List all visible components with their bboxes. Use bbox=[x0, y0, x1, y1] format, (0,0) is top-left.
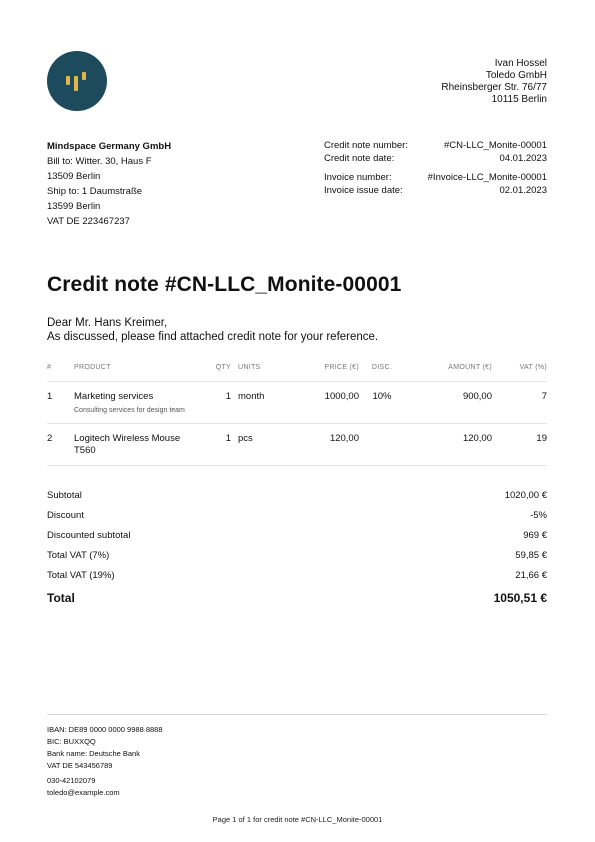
vat7-label: Total VAT (7%) bbox=[47, 550, 110, 561]
credit-note-number: #CN-LLC_Monite-00001 bbox=[444, 140, 547, 151]
invoice-number-label: Invoice number: bbox=[324, 172, 392, 183]
product-cell bbox=[74, 424, 194, 466]
company-logo bbox=[47, 51, 107, 111]
row-number: 1 bbox=[47, 382, 74, 424]
qty-cell: 1 bbox=[194, 424, 231, 466]
bank-name: Bank name: Deutsche Bank bbox=[47, 749, 140, 758]
table-row bbox=[47, 424, 547, 466]
vat-cell: 19 bbox=[492, 424, 547, 466]
discounted-subtotal-value: 969 € bbox=[523, 530, 547, 541]
ship-city: 13599 Berlin bbox=[47, 201, 101, 212]
discount-value: -5% bbox=[530, 510, 547, 521]
seller-address bbox=[441, 58, 547, 106]
buyer-name: Mindspace Germany GmbH bbox=[47, 141, 172, 152]
amount-cell: 120,00 bbox=[405, 424, 492, 466]
bill-city: 13509 Berlin bbox=[47, 171, 101, 182]
vat-cell: 7 bbox=[492, 382, 547, 424]
email: toledo@example.com bbox=[47, 788, 120, 797]
document-meta bbox=[324, 139, 547, 197]
contact-details bbox=[47, 775, 120, 799]
seller-name: Ivan Hossel bbox=[494, 58, 547, 69]
col-header-number: # bbox=[47, 364, 74, 382]
seller-street: Rheinsberger Str. 76/77 bbox=[441, 82, 547, 93]
units-cell: month bbox=[231, 382, 281, 424]
price-cell: 120,00 bbox=[281, 424, 359, 466]
totals-section bbox=[47, 490, 547, 611]
col-header-discount: DISC. bbox=[359, 364, 405, 382]
vat7-value: 59,85 € bbox=[515, 550, 547, 561]
bic: BIC: BUXXQQ bbox=[47, 737, 96, 746]
bank-details bbox=[47, 724, 163, 772]
col-header-price: PRICE (€) bbox=[281, 364, 359, 382]
iban: IBAN: DE89 0000 0000 9988 8888 bbox=[47, 725, 163, 734]
seller-company: Toledo GmbH bbox=[485, 70, 547, 81]
seller-city: 10115 Berlin bbox=[491, 94, 547, 105]
credit-note-date: 04.01.2023 bbox=[499, 153, 547, 164]
amount-cell: 900,00 bbox=[405, 382, 492, 424]
seller-vat: VAT DE 543456789 bbox=[47, 761, 113, 770]
col-header-product: PRODUCT bbox=[74, 364, 194, 382]
table-row bbox=[47, 382, 547, 424]
document-title: Credit note #CN-LLC_Monite-00001 bbox=[47, 273, 402, 296]
col-header-qty: QTY bbox=[194, 364, 231, 382]
phone: 030-42102079 bbox=[47, 776, 96, 785]
subtotal-label: Subtotal bbox=[47, 490, 82, 501]
subtotal-value: 1020,00 € bbox=[504, 490, 547, 501]
vat19-value: 21,66 € bbox=[515, 570, 547, 581]
col-header-units: UNITS bbox=[231, 364, 281, 382]
buyer-details bbox=[47, 139, 171, 229]
bill-to: Bill to: Witter. 30, Haus F bbox=[47, 156, 152, 167]
total-label: Total bbox=[47, 591, 75, 605]
product-name: Logitech Wireless Mouse T560 bbox=[74, 433, 181, 456]
row-number: 2 bbox=[47, 424, 74, 466]
line-items-table bbox=[47, 364, 547, 466]
vat19-label: Total VAT (19%) bbox=[47, 570, 115, 581]
discount-cell bbox=[359, 424, 405, 466]
credit-note-number-label: Credit note number: bbox=[324, 140, 408, 151]
greeting-line-1: Dear Mr. Hans Kreimer, bbox=[47, 317, 168, 329]
table-header-row bbox=[47, 364, 547, 382]
buyer-vat: VAT DE 223467237 bbox=[47, 216, 130, 227]
greeting-line-2: As discussed, please find attached credit note for your reference. bbox=[47, 331, 379, 343]
greeting bbox=[47, 316, 378, 344]
page-number: Page 1 of 1 for credit note #CN-LLC_Monite-00001 bbox=[212, 815, 383, 824]
discounted-subtotal-label: Discounted subtotal bbox=[47, 530, 131, 541]
units-cell: pcs bbox=[231, 424, 281, 466]
qty-cell: 1 bbox=[194, 382, 231, 424]
invoice-issue-date-label: Invoice issue date: bbox=[324, 185, 403, 196]
product-description: Consulting services for design team bbox=[74, 407, 185, 414]
footer-divider bbox=[47, 714, 547, 715]
product-cell bbox=[74, 382, 194, 424]
credit-note-date-label: Credit note date: bbox=[324, 153, 395, 164]
invoice-issue-date: 02.01.2023 bbox=[499, 185, 547, 196]
discount-label: Discount bbox=[47, 510, 84, 521]
col-header-amount: AMOUNT (€) bbox=[405, 364, 492, 382]
price-cell: 1000,00 bbox=[281, 382, 359, 424]
product-name: Marketing services bbox=[74, 391, 154, 402]
ship-to: Ship to: 1 Daumstraße bbox=[47, 186, 143, 197]
col-header-vat: VAT (%) bbox=[492, 364, 547, 382]
invoice-number: #Invoice-LLC_Monite-00001 bbox=[427, 172, 547, 183]
discount-cell: 10% bbox=[359, 382, 405, 424]
total-value: 1050,51 € bbox=[493, 591, 547, 605]
